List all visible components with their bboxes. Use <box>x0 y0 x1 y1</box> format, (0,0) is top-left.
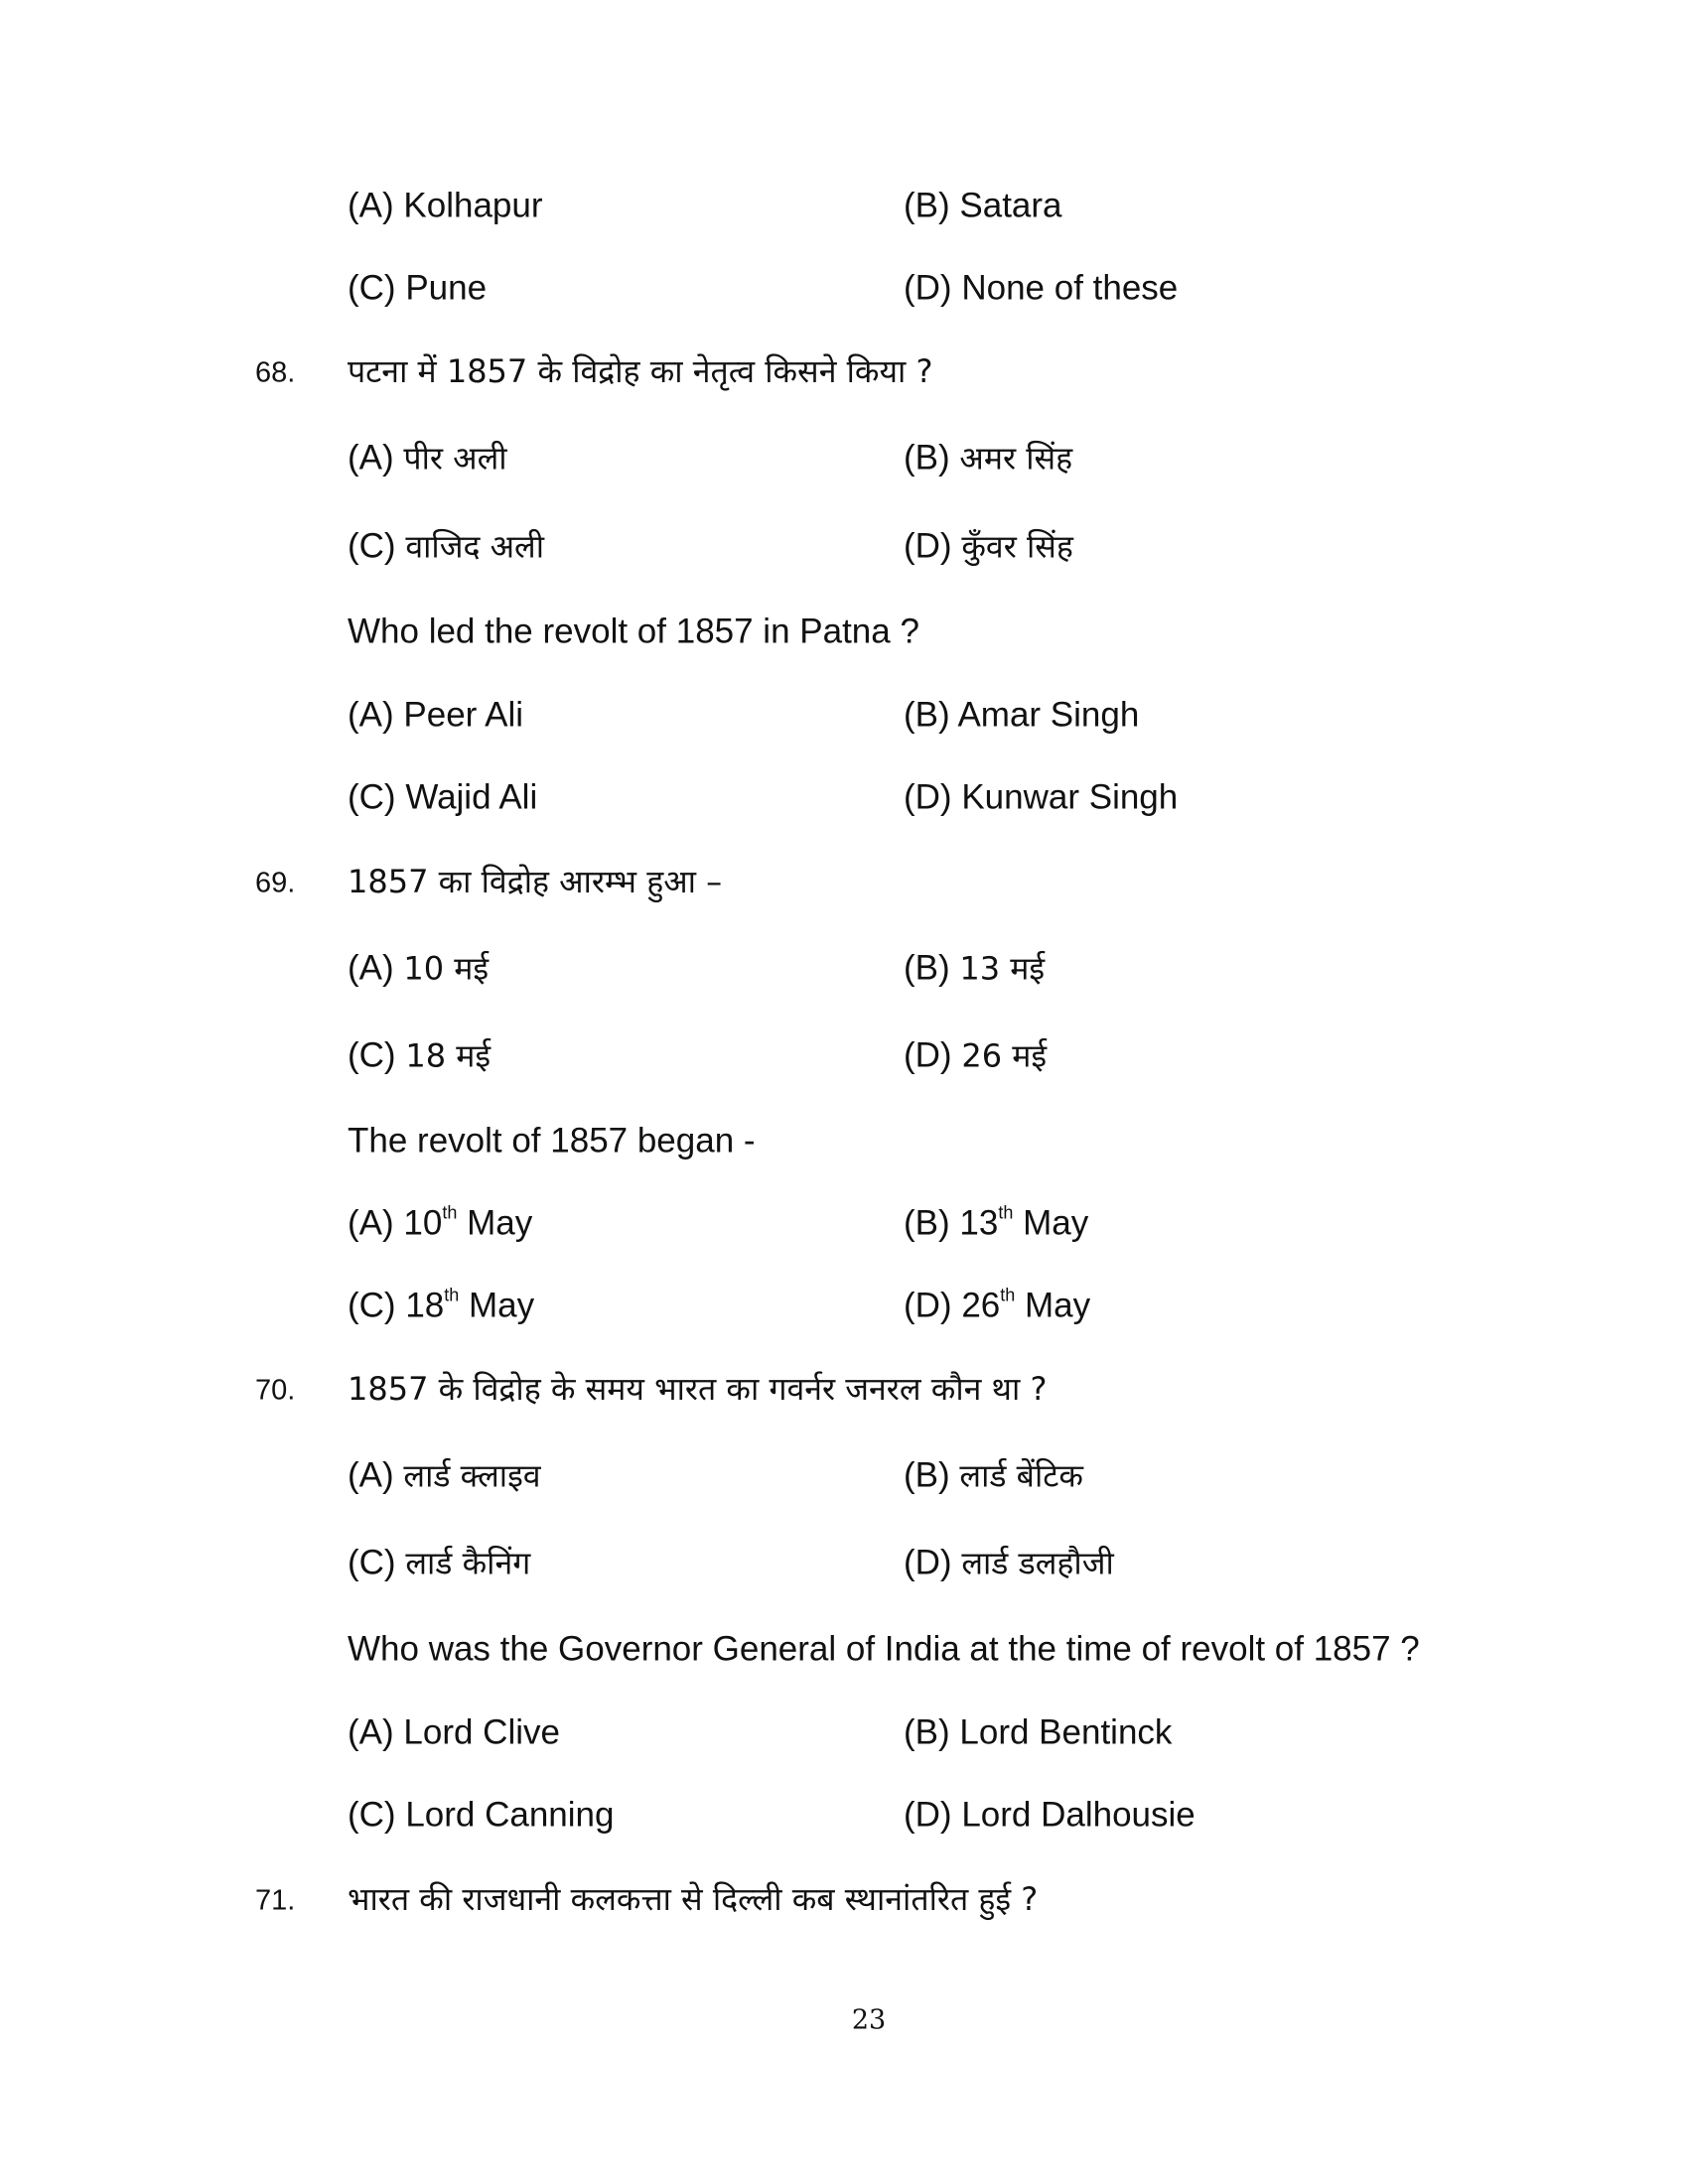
option-label: (C) <box>348 1286 396 1325</box>
english-option-a <box>348 1712 560 1752</box>
hindi-option-b <box>904 948 1046 988</box>
english-option-b <box>904 695 1140 735</box>
option-label: (B) <box>904 695 950 735</box>
hindi-option-d <box>904 1543 1114 1582</box>
english-option-b <box>904 1712 1173 1752</box>
english-option-d <box>904 1285 1091 1325</box>
option-label: (D) <box>904 777 952 817</box>
option-label: (B) <box>904 438 950 478</box>
option-text: वाजिद अली <box>405 527 545 566</box>
option-day: 13 <box>959 1203 999 1243</box>
option-text: Satara <box>959 186 1062 225</box>
question-number: 71. <box>255 1884 296 1917</box>
q67-option-d <box>904 268 1179 308</box>
option-label: (A) <box>348 1455 394 1495</box>
ordinal-suffix: th <box>442 1202 458 1223</box>
option-label: (C) <box>348 777 396 817</box>
option-label: (A) <box>348 186 394 225</box>
english-option-c <box>348 777 538 817</box>
option-label: (D) <box>904 1795 952 1835</box>
option-label: (A) <box>348 948 394 988</box>
option-label: (D) <box>904 1035 952 1075</box>
option-label: (C) <box>348 1795 396 1835</box>
hindi-option-c <box>348 526 545 566</box>
ordinal-suffix: th <box>998 1202 1014 1223</box>
hindi-option-d <box>904 1035 1048 1075</box>
ordinal-suffix: th <box>444 1285 460 1305</box>
option-text: 26 मई <box>961 1036 1048 1075</box>
option-text: कुँवर सिंह <box>961 527 1073 566</box>
hindi-question: 1857 के विद्रोह के समय भारत का गवर्नर जनरल कौन था ? <box>348 1370 1048 1408</box>
option-text: लार्ड बेंटिक <box>959 1456 1083 1495</box>
page-number: 23 <box>851 2004 887 2036</box>
hindi-option-c <box>348 1543 531 1582</box>
english-question: Who led the revolt of 1857 in Patna ? <box>348 612 919 651</box>
option-text: लार्ड कैनिंग <box>405 1544 531 1582</box>
question-number: 70. <box>255 1374 296 1407</box>
option-text: Kunwar Singh <box>961 777 1179 817</box>
hindi-question: 1857 का विद्रोह आरम्भ हुआ – <box>348 863 723 900</box>
option-label: (A) <box>348 438 394 478</box>
option-label: (B) <box>904 948 950 988</box>
option-label: (B) <box>904 1712 950 1752</box>
english-option-a <box>348 695 524 735</box>
option-text: 10 मई <box>403 949 490 988</box>
option-label: (D) <box>904 526 952 566</box>
ordinal-suffix: th <box>1000 1285 1016 1305</box>
english-question: The revolt of 1857 began - <box>348 1121 756 1160</box>
option-text: 18 मई <box>405 1036 492 1075</box>
english-option-b <box>904 1202 1089 1243</box>
hindi-question: भारत की राजधानी कलकत्ता से दिल्ली कब स्थानांतरित हुई ? <box>348 1880 1039 1918</box>
option-label: (B) <box>904 1203 950 1243</box>
question-number: 68. <box>255 356 296 389</box>
option-text: Pune <box>405 268 488 308</box>
english-option-a <box>348 1202 533 1243</box>
hindi-option-a <box>348 948 490 988</box>
hindi-option-b <box>904 1455 1083 1495</box>
english-option-c <box>348 1285 535 1325</box>
question-number: 69. <box>255 867 296 899</box>
q67-option-c <box>348 268 488 308</box>
option-month: May <box>467 1203 533 1243</box>
option-label: (C) <box>348 1543 396 1582</box>
option-label: (C) <box>348 526 396 566</box>
option-text: Lord Canning <box>405 1795 615 1835</box>
option-text: Wajid Ali <box>405 777 538 817</box>
english-question: Who was the Governor General of India at the time of revolt of 1857 ? <box>348 1629 1420 1669</box>
option-text: पीर अली <box>403 439 507 478</box>
hindi-option-d <box>904 526 1073 566</box>
hindi-option-c <box>348 1035 492 1075</box>
option-text: अमर सिंह <box>959 439 1073 478</box>
option-day: 26 <box>961 1286 1001 1325</box>
option-text: 13 मई <box>959 949 1046 988</box>
english-option-d <box>904 1795 1196 1835</box>
option-day: 18 <box>405 1286 445 1325</box>
option-text: Lord Bentinck <box>959 1712 1173 1752</box>
option-month: May <box>1025 1286 1091 1325</box>
option-text: Amar Singh <box>957 695 1140 735</box>
option-text: Lord Dalhousie <box>961 1795 1196 1835</box>
option-month: May <box>469 1286 535 1325</box>
english-option-c <box>348 1795 615 1835</box>
option-text: Lord Clive <box>403 1712 560 1752</box>
option-text: लार्ड डलहौजी <box>961 1544 1114 1582</box>
option-month: May <box>1023 1203 1089 1243</box>
option-label: (C) <box>348 268 396 308</box>
hindi-option-a <box>348 1455 541 1495</box>
option-text: लार्ड क्लाइव <box>403 1456 541 1495</box>
option-label: (A) <box>348 1203 394 1243</box>
hindi-option-b <box>904 438 1073 478</box>
option-label: (D) <box>904 1543 952 1582</box>
english-option-d <box>904 777 1179 817</box>
q67-option-a <box>348 186 543 225</box>
hindi-option-a <box>348 438 507 478</box>
option-label: (D) <box>904 268 952 308</box>
option-text: Peer Ali <box>403 695 524 735</box>
option-day: 10 <box>403 1203 443 1243</box>
option-text: None of these <box>961 268 1179 308</box>
option-label: (A) <box>348 1712 394 1752</box>
option-text: Kolhapur <box>403 186 543 225</box>
option-label: (D) <box>904 1286 952 1325</box>
option-label: (A) <box>348 695 394 735</box>
option-label: (B) <box>904 186 950 225</box>
option-label: (B) <box>904 1455 950 1495</box>
q67-option-b <box>904 186 1062 225</box>
hindi-question: पटना में 1857 के विद्रोह का नेतृत्व किसने किया ? <box>348 352 933 390</box>
option-label: (C) <box>348 1035 396 1075</box>
